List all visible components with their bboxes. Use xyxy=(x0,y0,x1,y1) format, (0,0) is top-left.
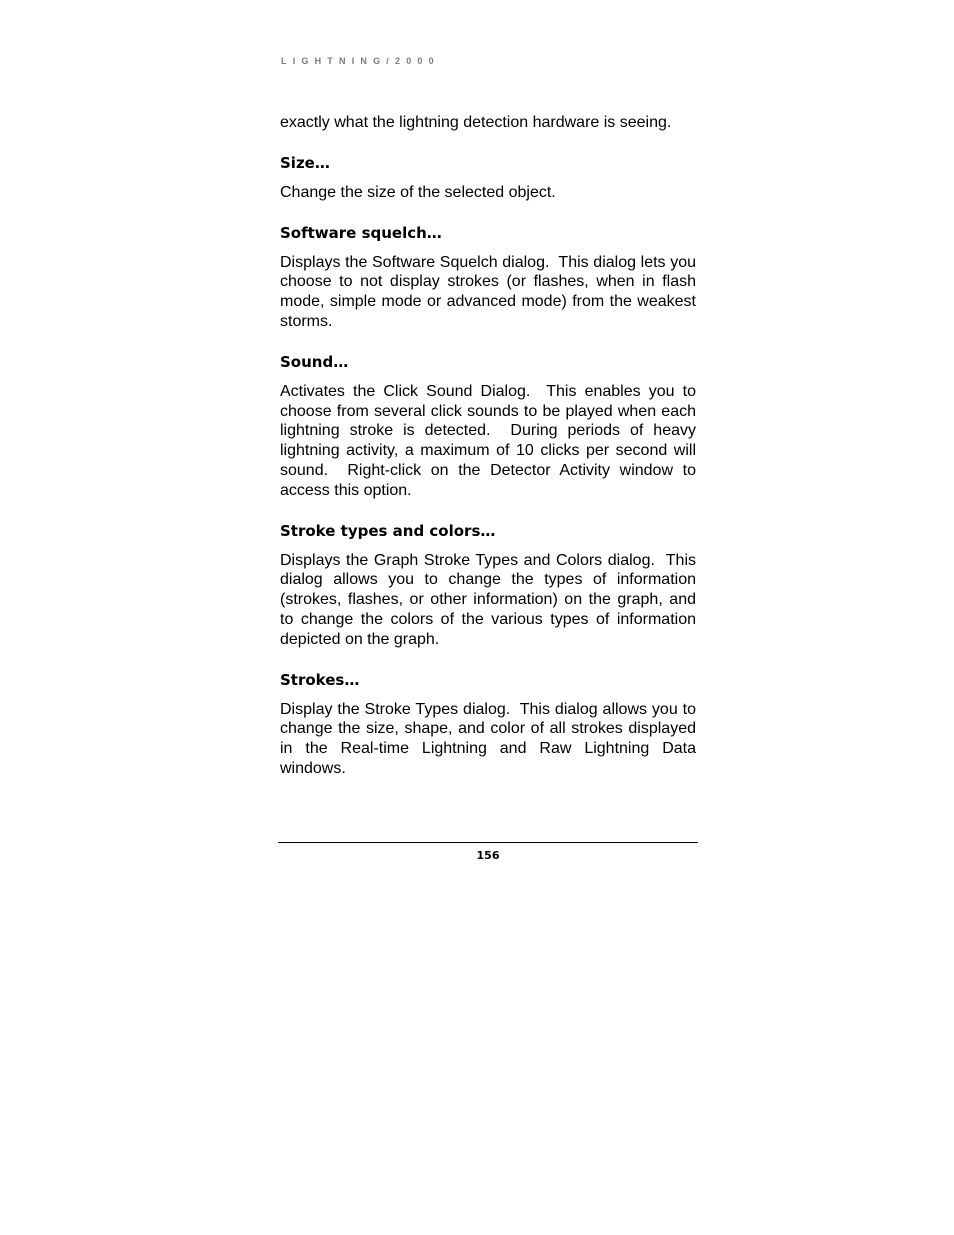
section-heading-sound: Sound… xyxy=(280,352,349,371)
section-body-size: Change the size of the selected object. xyxy=(280,183,556,201)
footer-divider xyxy=(278,842,698,843)
running-header: LIGHTNING/2000 xyxy=(281,56,440,66)
section-body-sound: Activates the Click Sound Dialog. This enables you to choose from several click sounds to be played when each lightning stroke is detected. During periods of heavy lightning activity, a maximum of 10 clicks per second will sound. Right-click on the Detector Activity window to access this option. xyxy=(280,382,701,499)
section-heading-stroke-types-and-colors: Stroke types and colors… xyxy=(280,521,496,540)
page-number: 156 xyxy=(476,849,500,862)
section-body-stroke-types-and-colors: Displays the Graph Stroke Types and Colors dialog. This dialog allows you to change the types of information (strokes, flashes, or other information) on the graph, and to change the colors of the various types of information depicted on the graph. xyxy=(280,551,701,648)
continuation-paragraph: exactly what the lightning detection hardware is seeing. xyxy=(280,114,672,131)
section-body-strokes: Display the Stroke Types dialog. This dialog allows you to change the size, shape, and color of all strokes displayed in the Real-time Lightning and Raw Lightning Data windows. xyxy=(280,700,701,777)
section-heading-size: Size… xyxy=(280,153,330,172)
section-heading-software-squelch: Software squelch… xyxy=(280,223,442,242)
section-body-software-squelch: Displays the Software Squelch dialog. This dialog lets you choose to not display strokes (or flashes, when in flash mode, simple mode or advanced mode) from the weakest storms. xyxy=(280,253,701,330)
page-body xyxy=(280,113,701,779)
section-heading-strokes: Strokes… xyxy=(280,670,360,689)
